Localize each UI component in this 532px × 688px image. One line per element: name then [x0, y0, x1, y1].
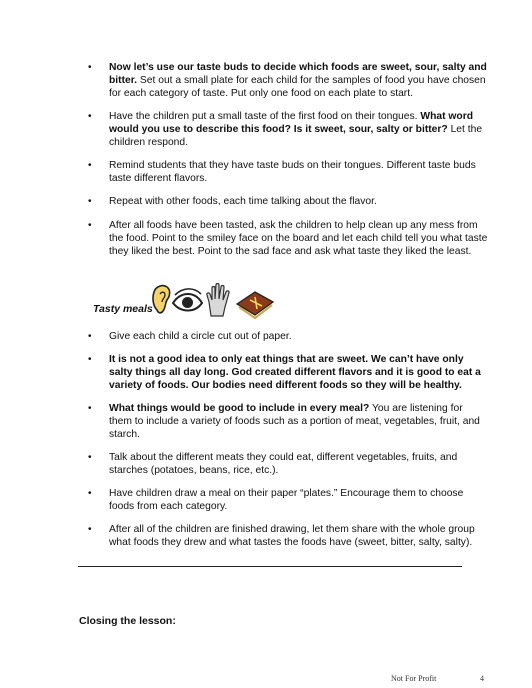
page-number: 4 [480, 674, 484, 683]
item-text: Remind students that they have taste buds on their tongues. Different taste buds taste different flavors. [109, 160, 476, 184]
bullet: • [88, 331, 92, 342]
item-bold-text: What things would be good to include in every meal? [109, 403, 370, 414]
item-text: You are listening for them to include a variety of foods such as a portion of meat, vegetables, fruit, and starch. [109, 403, 480, 440]
eye-icon [173, 289, 202, 311]
item-text: Have children draw a meal on their paper “plates.” Encourage them to choose foods from each category. [109, 488, 464, 512]
bullet: • [88, 452, 92, 463]
item-bold-text: What word would you use to describe this food? Is it sweet, sour, salty or bitter? [109, 111, 473, 135]
bullet: • [88, 160, 92, 171]
item-text: Have the children put a small taste of the first food on their tongues. [109, 111, 421, 122]
footer-text: Not For Profit [391, 674, 437, 683]
bullet: • [88, 111, 92, 122]
list-item [88, 523, 488, 549]
bullet: • [88, 196, 92, 207]
bullet: • [88, 220, 92, 231]
item-text: Repeat with other foods, each time talking about the flavor. [109, 196, 377, 207]
list-item [88, 487, 488, 513]
taste-activity-list [88, 61, 488, 258]
bullet: • [88, 403, 92, 414]
item-text: Talk about the different meats they could eat, different vegetables, fruits, and starches (potatoes, beans, rice, etc.). [109, 452, 458, 476]
item-text: After all of the children are finished drawing, let them share with the whole group what foods they drew and what tastes the foods have (sweet, bitter, salty, salty). [109, 524, 475, 548]
item-bold-text: It is not a good idea to only eat things that are sweet. We can’t have only salty things all day long. God created different flavors and it is good to eat a variety of foods. Our bodies need different foods so they will be healthy. [109, 354, 481, 391]
list-item [88, 61, 488, 100]
closing-heading: Closing the lesson: [79, 615, 176, 627]
list-item [88, 195, 488, 208]
list-item [88, 402, 488, 441]
item-text: Set out a small plate for each child for the samples of food you have chosen for each category of taste. Put only one food on each plate to start. [109, 75, 486, 99]
list-item [88, 219, 488, 258]
list-item [88, 451, 488, 477]
item-text: After all foods have been tasted, ask the children to help clean up any mess from the food. Point to the smiley face on the board and let each child tell you what taste they liked the best. Point to the sad face and ask what taste they liked the least. [109, 220, 488, 257]
ear-icon [153, 286, 170, 313]
tasty-meals-list [88, 330, 488, 549]
list-item [88, 353, 488, 392]
book-icon [237, 292, 273, 318]
bullet: • [88, 62, 92, 73]
item-bold-text: Now let’s use our taste buds to decide which foods are sweet, sour, salty and bitter. [109, 62, 487, 86]
list-item [88, 110, 488, 149]
hand-icon [207, 284, 229, 317]
bullet: • [88, 488, 92, 499]
bullet: • [88, 354, 92, 365]
item-text: Let the children respond. [109, 124, 483, 148]
senses-icons [151, 282, 276, 320]
item-text: Give each child a circle cut out of paper. [109, 331, 292, 342]
bullet: • [88, 524, 92, 535]
list-item [88, 159, 488, 185]
section-title: Tasty meals [93, 303, 153, 315]
list-item [88, 330, 488, 343]
section-divider [78, 566, 462, 567]
